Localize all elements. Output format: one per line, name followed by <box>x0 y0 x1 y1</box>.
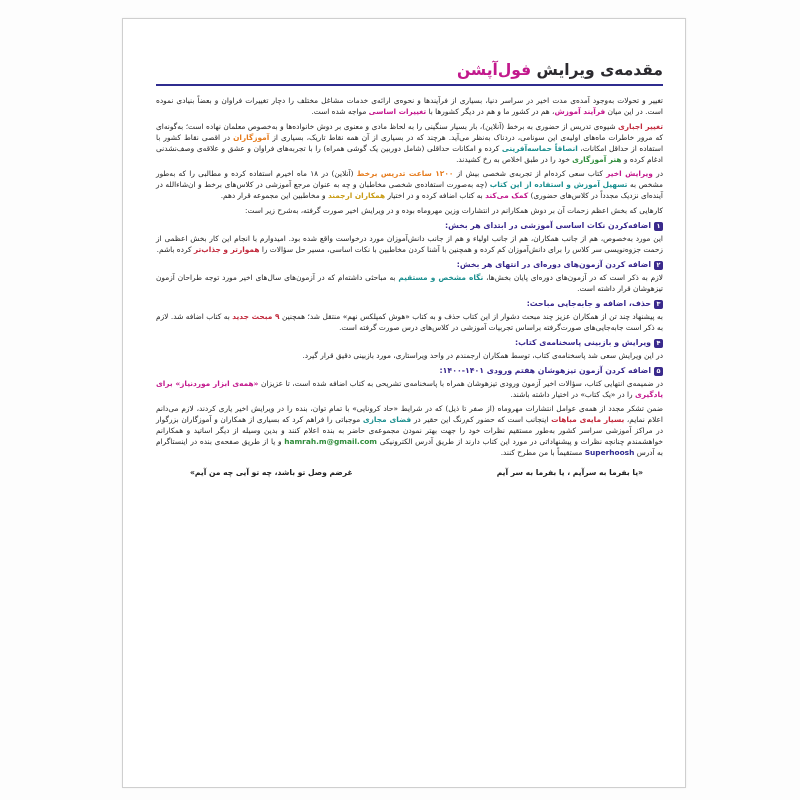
section-number-badge: ۵ <box>654 367 663 376</box>
section-heading-3 <box>156 298 663 310</box>
text: کرده باشم. <box>156 244 192 254</box>
text: این مورد به‌خصوص، هم از جانب همکاران، هم از جانب اولیاء و هم از جانب دانش‌آموزان مورد درخواست واقع شده بود. امیدوارم با انجام این کار بخش اعظمی از زحمت جزوه‌نویسی سر کلاس را برای دانش‌آموزان کم کرده و همچنین با آشنا کردن مخاطبین با نکات اساسی، مسیر حل سؤالات را <box>156 233 663 254</box>
section-number-badge: ۱ <box>654 222 663 231</box>
text: به مباحثی داشته‌ام که در آزمون‌های سال‌های اخیر مورد توجه طراحان آزمون تیزهوشان قرار داشته است. <box>156 272 663 293</box>
text: و مخاطبین این مجموعه قرار دهم. <box>220 191 326 200</box>
text: را در «یک کتاب» در اختیار داشته باشند. <box>510 389 633 399</box>
verse-second-half: غرضم وصل تو باشد، چه تو آیی چه من آیم» <box>190 468 353 477</box>
highlight: هنر آموزگاری <box>572 154 622 164</box>
email-address: hamrah.m@gmail.com <box>284 437 377 446</box>
section-number-badge: ۴ <box>654 339 663 348</box>
highlight: نگاه مشخص و مستقیم <box>398 272 484 282</box>
section-title: اضافه کردن آزمون‌های دوره‌ای در انتهای هر بخش: <box>456 259 651 269</box>
text: ضمن تشکر مجدد از همه‌ی عوامل انتشارات مهروماه (از صفر تا ذیل) که در شرایط «حاد کرونایی» با تمام توان، بنده را در ویرایش اخیر یاری کردند، لازم می‌دانم اعلام نمایم، <box>156 404 663 424</box>
text: شیوه‌ی تدریس از حضوری به برخط (آنلاین)، بار بسیار سنگینی را به لحاظ مادی و معنوی بر دوش خانواده‌ها و به‌خصوص معلمان نهاده است؛ به‌گونه‌ای که مرور خاطرات ماه‌های اولیه‌ی این سونامی، دردناک به‌نظر می‌آید. هرچند که در بسیاری از آن همه نقاط تاریک، بسیاری از <box>156 121 663 142</box>
page-content <box>156 59 663 479</box>
text: در اقصی نقاط کشور با استفاده از حداقل امکانات، <box>156 132 663 153</box>
section-number-badge: ۲ <box>654 261 663 270</box>
section-body-4 <box>156 350 663 361</box>
section-number-badge: ۳ <box>654 300 663 309</box>
paragraph-online-teaching <box>156 121 663 165</box>
text: مستقیماً با من مطرح کنند. <box>500 448 583 457</box>
highlight: فرآیند آموزش <box>554 107 606 116</box>
highlight: فضای مجازی <box>362 415 412 424</box>
section-body-1 <box>156 233 663 255</box>
paragraph-intro <box>156 95 663 117</box>
section-title: اضافه کردن آزمون تیزهوشان هفتم ورودی ۱۴۰۱-۱۴۰۰: <box>439 365 651 375</box>
highlight: ویرایش اخیر <box>606 169 653 178</box>
highlight: تسهیل آموزش و استفاده از این کتاب <box>489 180 628 189</box>
paragraph-thanks <box>156 403 663 458</box>
section-title: حذف، اضافه و جابه‌جایی مباحث: <box>526 298 651 308</box>
text: و یا از طریق صفحه‌ی بنده در اینستاگرام به آدرس <box>156 437 663 457</box>
page-title <box>156 59 663 84</box>
paragraph-recent-edition <box>156 168 663 201</box>
highlight: تغییر اجباری <box>618 121 663 131</box>
highlight: انصافاً حماسه‌آفرینی <box>501 143 578 153</box>
title-underline <box>156 84 663 86</box>
highlight: هموارتر و جذاب‌تر <box>193 244 260 254</box>
highlight: «همه‌ی ابزار موردنیاز» برای یادگیری <box>156 378 663 399</box>
text: (چه به‌صورت استفاده‌ی شخصی مخاطبان و چه به عنوان مرجع آموزشی در کلاس‌های برخط و ان‌شاءالله در آینده‌ای نزدیک مجدداً در کلاس‌های حضوری) <box>156 180 663 200</box>
section-body-3 <box>156 311 663 333</box>
highlight: بسیار مایه‌ی مباهات <box>551 415 625 424</box>
section-heading-4 <box>156 337 663 349</box>
highlight: آموزگاران <box>233 132 270 142</box>
section-body-5 <box>156 378 663 400</box>
text: خود را در طبق اخلاص به رخ کشیدند. <box>456 154 570 164</box>
highlight: همکاران ارجمند <box>327 191 386 200</box>
text: کتاب سعی کرده‌ام از تجربه‌ی شخصی بیش از <box>456 169 603 178</box>
text: (آنلاین) در ۱۸ ماه اخیرم استفاده کرده و مطالبی را که به‌طور مشخص به <box>156 169 664 189</box>
title-accent: فول‌آپشن <box>456 61 532 79</box>
text: در این ویرایش سعی شد پاسخنامه‌ی کتاب، توسط همکاران ارجمندم در واحد ویراستاری، مورد بازبینی دقیق قرار گیرد. <box>302 350 663 360</box>
highlight: کمک می‌کند <box>485 191 529 200</box>
paragraph-work-list-intro <box>156 205 663 216</box>
highlight: تغییرات اساسی <box>368 107 427 116</box>
book-page <box>122 18 686 788</box>
text: به پیشنهاد چند تن از همکاران عزیز چند مبحث دشوار از این کتاب حذف و به کتاب «هوش کمپلکس نهم» منتقل شد؛ همچنین <box>282 311 663 321</box>
section-title: اضافه‌کردن نکات اساسی آموزشی در ابتدای هر بخش: <box>444 220 651 230</box>
instagram-handle: Superhoosh <box>584 448 635 457</box>
text: به کتاب اضافه شد. لازم به ذکر است جابه‌جایی‌های صورت‌گرفته براساس تجربیات آموزشی در کلاس‌های درس صورت گرفته است. <box>156 311 663 332</box>
text: تغییر و تحولات به‌وجود آمده‌ی مدت اخیر در سراسر دنیا، بسیاری از فرآیندها و نحوه‌ی ارائه‌ی خدمات مشاغل مختلف را دچار تغییرات فراوان و بعضاً بنیادی نموده است. در این میان <box>156 96 663 116</box>
text: در <box>656 169 663 178</box>
highlight: ۹ مبحث جدید <box>232 311 280 321</box>
text: اینجانب است که حضور کم‌رنگ این حقیر در <box>413 415 549 424</box>
text: لازم به ذکر است که در آزمون‌های دوره‌ای پایان بخش‌ها، <box>486 272 663 282</box>
section-heading-2 <box>156 259 663 271</box>
text: کارهایی که بخش اعظم زحمات آن بر دوش همکارانم در انتشارات وزین مهروماه بوده و در ویرایش اخیر صورت گرفته، به‌شرح زیر است: <box>244 205 663 215</box>
text: کرده و امکانات حداقلی (شامل دوربین یک گوشی همراه) را با تجربه‌های فراوان و عشق و علاقه‌ی وصف‌نشدنی ادغام کرده و <box>156 143 663 164</box>
highlight: ۱۲۰۰ ساعت تدریس برخط <box>356 169 454 178</box>
section-body-2 <box>156 272 663 294</box>
text: موجباتی را فراهم کرد که بسیاری از همکاران و آموزگاران بزرگوار در مراکز آموزشی سراسر کشور به‌طور مستقیم نظرات خود را جهت بهتر نمودن مجموعه‌ی حاضر به بنده اعلام کنند و بدین وسیله از دیگر اساتید و همکارانم خواهشمندم چنانچه نظرات و پیشنهاداتی در مورد این کتاب دارند از طریق آدرس الکترونیکی <box>156 415 663 446</box>
section-title: ویرایش و بازبینی پاسخنامه‌ی کتاب: <box>514 337 651 347</box>
text: ، هم در کشور ما و هم در دیگر کشورها با <box>428 107 555 116</box>
text: در ضمیمه‌ی انتهایی کتاب، سؤالات اخیر آزمون ورودی تیزهوشان همراه با پاسخنامه‌ی تشریحی به کتاب اضافه شده است، تا عزیزان <box>260 378 663 388</box>
section-heading-5 <box>156 365 663 377</box>
text: مواجه شده است. <box>311 107 367 116</box>
title-main: مقدمه‌ی ویرایش <box>536 61 663 79</box>
section-heading-1 <box>156 220 663 232</box>
verse-first-half: «یا بفرما به سرآیم ، یا بفرما به سر آیم <box>496 468 643 477</box>
closing-verse <box>156 467 663 479</box>
text: به کتاب اضافه کرده و در اختیار <box>387 191 483 200</box>
